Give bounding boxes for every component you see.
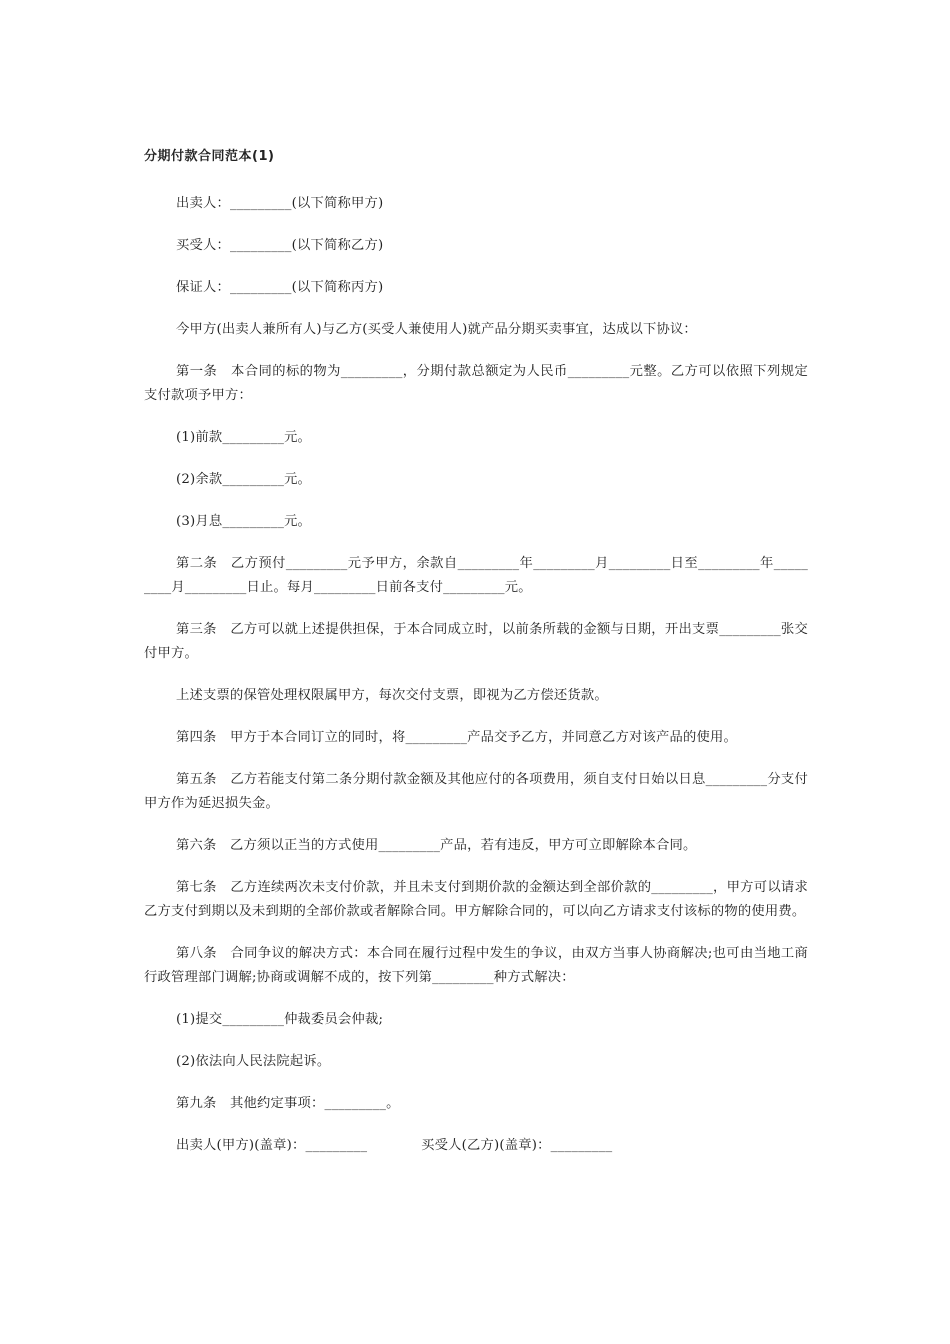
- article-2: 第二条 乙方预付_________元予甲方，余款自_________年_________月_________日至_________年_________月_________日止。每月_________日前各支付_________元。: [144, 556, 808, 595]
- article-8: 第八条 合同争议的解决方式：本合同在履行过程中发生的争议，由双方当事人协商解决;也可由当地工商行政管理部门调解;协商或调解不成的，按下列第_________种方式解决：: [144, 946, 808, 985]
- seller-line: 出卖人：_________(以下简称甲方): [176, 196, 384, 211]
- preamble: 今甲方(出卖人兼所有人)与乙方(买受人兼使用人)就产品分期买卖事宜，达成以下协议：: [176, 322, 697, 337]
- article-5: 第五条 乙方若能支付第二条分期付款金额及其他应付的各项费用，须自支付日始以日息_________分支付甲方作为延迟损失金。: [144, 772, 808, 811]
- guarantor-line: 保证人：_________(以下简称丙方): [176, 280, 384, 295]
- document-page: [144, 148, 808, 1176]
- article-1: 第一条 本合同的标的物为_________，分期付款总额定为人民币_________元整。乙方可以依照下列规定支付款项予甲方：: [144, 364, 808, 403]
- article-8-item-1: (1)提交_________仲裁委员会仲裁;: [176, 1012, 384, 1027]
- article-3-note: 上述支票的保管处理权限属甲方，每次交付支票，即视为乙方偿还货款。: [176, 688, 608, 703]
- article-8-item-2: (2)依法向人民法院起诉。: [176, 1054, 331, 1069]
- article-7: 第七条 乙方连续两次未支付价款，并且未支付到期价款的金额达到全部价款的_________，甲方可以请求乙方支付到期以及未到期的全部价款或者解除合同。甲方解除合同的，可以向乙方请求支付该标的物的使用费。: [144, 880, 808, 919]
- article-1-item-1: (1)前款_________元。: [176, 430, 312, 445]
- article-9: 第九条 其他约定事项：_________。: [176, 1096, 400, 1111]
- document-title: 分期付款合同范本(1): [144, 149, 275, 164]
- article-3: 第三条 乙方可以就上述提供担保，于本合同成立时，以前条所载的金额与日期，开出支票_________张交付甲方。: [144, 622, 808, 661]
- article-1-item-3: (3)月息_________元。: [176, 514, 312, 529]
- article-4: 第四条 甲方于本合同订立的同时，将_________产品交予乙方，并同意乙方对该产品的使用。: [176, 730, 738, 745]
- signature-line: 出卖人(甲方)(盖章)：_________ 买受人(乙方)(盖章)：_________: [176, 1138, 613, 1153]
- article-1-item-2: (2)余款_________元。: [176, 472, 312, 487]
- buyer-line: 买受人：_________(以下简称乙方): [176, 238, 384, 253]
- article-6: 第六条 乙方须以正当的方式使用_________产品，若有违反，甲方可立即解除本合同。: [176, 838, 697, 853]
